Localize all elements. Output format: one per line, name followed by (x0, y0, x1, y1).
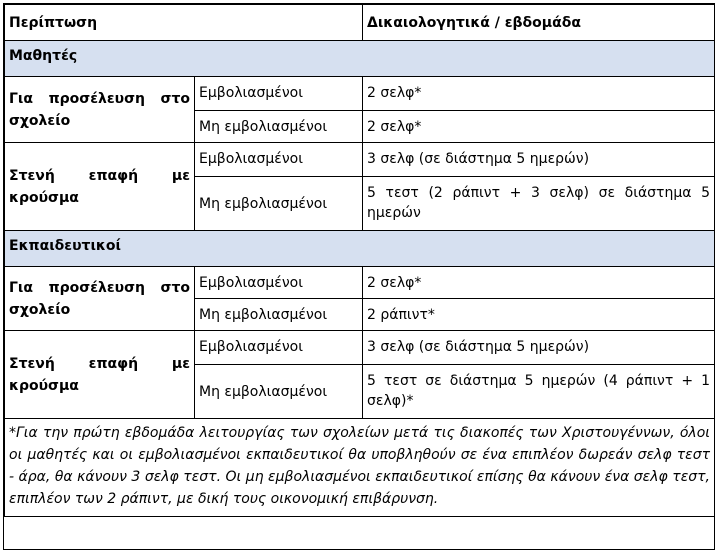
requirement-cell: 3 σελφ (σε διάστημα 5 ημερών) (363, 331, 715, 365)
status-cell: Εμβολιασμένοι (195, 143, 363, 177)
case-name: Για προσέλευση στο σχολείο (5, 267, 195, 331)
case-name: Στενή επαφή με κρούσμα (5, 143, 195, 231)
case-name: Στενή επαφή με κρούσμα (5, 331, 195, 419)
status-cell: Εμβολιασμένοι (195, 77, 363, 111)
status-cell: Μη εμβολιασμένοι (195, 177, 363, 231)
table-row (5, 143, 715, 177)
header-row (5, 5, 715, 41)
section-row-teachers (5, 231, 715, 267)
testing-requirements-table (4, 4, 715, 517)
status-cell: Μη εμβολιασμένοι (195, 365, 363, 419)
section-title: Εκπαιδευτικοί (5, 231, 715, 267)
table-row (5, 267, 715, 299)
status-cell: Εμβολιασμένοι (195, 331, 363, 365)
section-row-students (5, 41, 715, 77)
header-case: Περίπτωση (5, 5, 363, 41)
case-name: Για προσέλευση στο σχολείο (5, 77, 195, 143)
section-title: Μαθητές (5, 41, 715, 77)
requirement-cell: 2 σελφ* (363, 111, 715, 143)
requirement-cell: 2 σελφ* (363, 267, 715, 299)
table-row (5, 331, 715, 365)
header-requirements: Δικαιολογητικά / εβδομάδα (363, 5, 715, 41)
status-cell: Εμβολιασμένοι (195, 267, 363, 299)
status-cell: Μη εμβολιασμένοι (195, 299, 363, 331)
table-row (5, 77, 715, 111)
requirement-cell: 3 σελφ (σε διάστημα 5 ημερών) (363, 143, 715, 177)
requirement-cell: 5 τεστ (2 ράπιντ + 3 σελφ) σε διάστημα 5 ημερών (363, 177, 715, 231)
requirement-cell: 2 σελφ* (363, 77, 715, 111)
status-cell: Μη εμβολιασμένοι (195, 111, 363, 143)
requirement-cell: 2 ράπιντ* (363, 299, 715, 331)
testing-requirements-table-frame (3, 3, 715, 550)
footnote: *Για την πρώτη εβδομάδα λειτουργίας των σχολείων μετά τις διακοπές των Χριστουγέννων, όλοι οι μαθητές και οι εμβολιασμένοι εκπαιδευτικοί θα υποβληθούν σε ένα επιπλέον δωρεάν σελφ τεστ - άρα, θα κάνουν 3 σελφ τεστ. Οι μη εμβολιασμένοι εκπαιδευτικοί επίσης θα κάνουν ένα σελφ τεστ, επιπλέον των 2 ράπιντ, με δική τους οικονομική επιβάρυνση. (5, 419, 715, 517)
footnote-row (5, 419, 715, 517)
requirement-cell: 5 τεστ σε διάστημα 5 ημερών (4 ράπιντ + 1 σελφ)* (363, 365, 715, 419)
